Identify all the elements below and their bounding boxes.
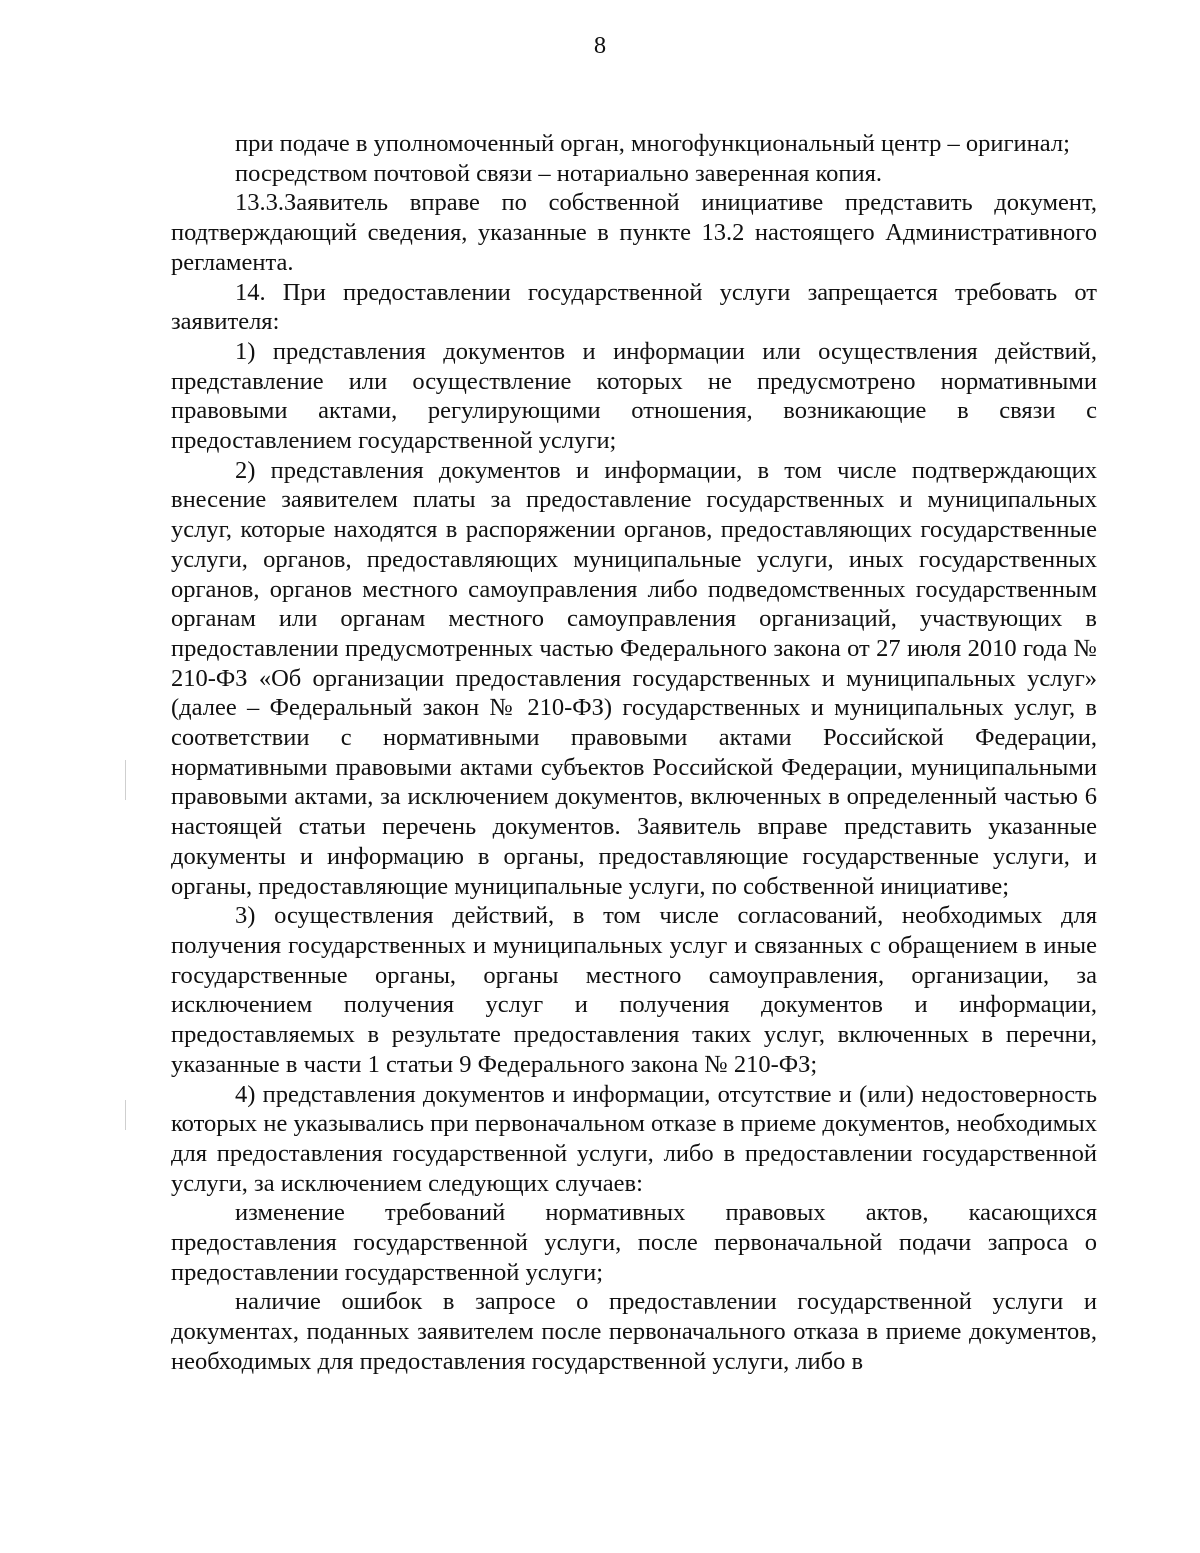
- paragraph: наличие ошибок в запросе о предоставлении государственной услуги и документах, поданных заявителем после первоначального отказа в приеме документов, необходимых для предоставления государственной услуги, либо в: [171, 1288, 1097, 1375]
- paragraph: 3) осуществления действий, в том числе согласований, необходимых для получения государственных и муниципальных услуг и связанных с обращением в иные государственные органы, органы местного самоуправления, организации, за исключением получения услуг и получения документов и информации, предоставляемых в результате предоставления таких услуг, включенных в перечни, указанные в части 1 статьи 9 Федерального закона № 210-ФЗ;: [171, 902, 1097, 1078]
- paragraph: при подаче в уполномоченный орган, многофункциональный центр – оригинал;: [235, 130, 1070, 157]
- paragraph: посредством почтовой связи – нотариально заверенная копия.: [235, 159, 883, 187]
- paragraph: изменение требований нормативных правовых актов, касающихся предоставления государственной услуги, после первоначальной подачи запроса о предоставлении государственной услуги;: [171, 1199, 1097, 1286]
- paragraph: 13.3.Заявитель вправе по собственной инициативе представить документ, подтверждающий сведения, указанные в пункте 13.2 настоящего Административного регламента.: [171, 189, 1097, 276]
- paragraph: 2) представления документов и информации, в том числе подтверждающих внесение заявителем платы за предоставление государственных и муниципальных услуг, которые находятся в распоряжении органов, предоставляющих государственные услуги, органов, предоставляющих муниципальные услуги, иных государственных органов, органов местного самоуправления либо подведомственных государственным органам или органам местного самоуправления организаций, участвующих в предоставлении предусмотренных частью Федерального закона от 27 июля 2010 года № 210-ФЗ «Об организации предоставления государственных и муниципальных услуг» (далее – Федеральный закон № 210-ФЗ) государственных и муниципальных услуг, в соответствии с нормативными правовыми актами Российской Федерации, нормативными правовыми актами субъектов Российской Федерации, муниципальными правовыми актами, за исключением документов, включенных в определенный частью 6 настоящей статьи перечень документов. Заявитель вправе представить указанные документы и информацию в органы, предоставляющие государственные услуги, и органы, предоставляющие муниципальные услуги, по собственной инициативе;: [171, 456, 1097, 900]
- document-body: [171, 129, 1097, 1377]
- scan-margin-mark: [125, 1100, 126, 1130]
- page-number: 8: [593, 32, 607, 59]
- paragraph: 14. При предоставлении государственной услуги запрещается требовать от заявителя:: [171, 278, 1097, 336]
- paragraph: 1) представления документов и информации или осуществления действий, представление или осуществление которых не предусмотрено нормативными правовыми актами, регулирующими отношения, возникающие в связи с предоставлением государственной услуги;: [171, 337, 1097, 455]
- paragraph: 4) представления документов и информации, отсутствие и (или) недостоверность которых не указывались при первоначальном отказе в приеме документов, необходимых для предоставления государственной услуги, либо в предоставлении государственной услуги, за исключением следующих случаев:: [171, 1080, 1097, 1197]
- scan-margin-mark: [125, 760, 126, 800]
